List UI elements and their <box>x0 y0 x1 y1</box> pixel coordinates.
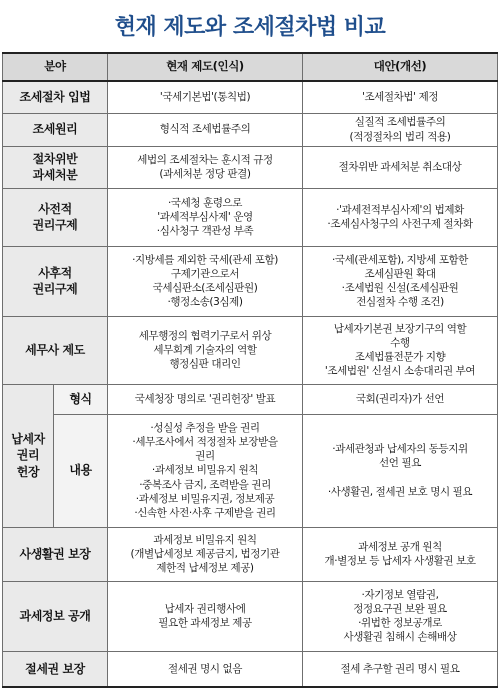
current-cell: 세법의 조세절차는 훈시적 규정 (과세처분 정당 판결) <box>108 146 303 188</box>
table-row <box>3 384 498 414</box>
alternative-cell: 절세 추구할 권리 명시 필요 <box>303 651 498 687</box>
table-row <box>3 81 498 113</box>
current-cell: 세무행정의 협력기구로서 위상 세무회계 기술자의 역할 행정심판 대리인 <box>108 316 303 384</box>
alternative-cell: ·자기정보 열람권, 정정요구권 보완 필요 ·위법한 정보공개로 사생활권 침해시 손해배상 <box>303 581 498 651</box>
alternative-cell: ·국세(관세포함), 지방세 포함한 조세심판원 확대 ·조세법원 신설(조세심판원 전심절차 수행 조건) <box>303 246 498 316</box>
row-field: 사생활권 보장 <box>3 527 108 581</box>
table-row <box>3 414 498 527</box>
current-cell: 과세정보 비밀유지 원칙 (개별납세정보 제공금지, 법정기관 제한적 납세정보 제공) <box>108 527 303 581</box>
table-row <box>3 146 498 188</box>
sub-field: 형식 <box>54 384 108 414</box>
current-cell: 국세청장 명의로 '권리헌장' 발표 <box>108 384 303 414</box>
header-field: 분야 <box>3 53 108 81</box>
row-field: 조세절차 입법 <box>3 81 108 113</box>
current-cell: ·지방세를 제외한 국세(관세 포함) 구제기관으로서 국세심판소(조세심판원) ·행정소송(3심제) <box>108 246 303 316</box>
current-cell: '국세기본법'(통칙법) <box>108 81 303 113</box>
alternative-cell: ·'과세전적부심사제'의 법제화 ·조세심사청구의 사전구제 절차화 <box>303 188 498 246</box>
alternative-cell: 절차위반 과세처분 취소대상 <box>303 146 498 188</box>
current-cell: ·국세청 훈령으로 '과세적부심사제' 운영 ·심사청구 객관성 부족 <box>108 188 303 246</box>
row-field: 절세권 보장 <box>3 651 108 687</box>
alternative-cell: 납세자기본권 보장기구의 역할 수행 조세법률전문가 지향 '조세법원' 신설시 소송대리권 부여 <box>303 316 498 384</box>
table-row <box>3 581 498 651</box>
current-cell: 절세권 명시 없음 <box>108 651 303 687</box>
sub-field: 내용 <box>54 414 108 527</box>
table-row <box>3 113 498 146</box>
current-cell: ·성실성 추정을 받을 권리 ·세무조사에서 적정절차 보장받을 권리 ·과세정보 비밀유지 원칙 ·중복조사 금지, 조력받을 권리 ·과세정보 비밀유지권, 정보제공 ·신속한 사전·사후 구제받을 권리 <box>108 414 303 527</box>
alternative-cell: 실질적 조세법률주의 (적정절차의 법리 적용) <box>303 113 498 146</box>
header-current: 현재 제도(인식) <box>108 53 303 81</box>
table-row <box>3 527 498 581</box>
comparison-table <box>2 52 498 688</box>
table-row <box>3 246 498 316</box>
header-row <box>3 53 498 81</box>
row-field: 과세정보 공개 <box>3 581 108 651</box>
table-row <box>3 316 498 384</box>
row-field: 세무사 제도 <box>3 316 108 384</box>
alternative-cell: 국회(권리자)가 선언 <box>303 384 498 414</box>
row-field: 사후적 권리구제 <box>3 246 108 316</box>
alternative-cell: '조세절차법' 제정 <box>303 81 498 113</box>
header-alternative: 대안(개선) <box>303 53 498 81</box>
group-field: 납세자 권리 헌장 <box>3 384 54 527</box>
row-field: 조세원리 <box>3 113 108 146</box>
current-cell: 형식적 조세법률주의 <box>108 113 303 146</box>
row-field: 절차위반 과세처분 <box>3 146 108 188</box>
current-cell: 납세자 권리행사에 필요한 과세정보 제공 <box>108 581 303 651</box>
table-row <box>3 651 498 687</box>
alternative-cell: ·과세관청과 납세자의 동등지위 선언 필요 ·사생활권, 절세권 보호 명시 필요 <box>303 414 498 527</box>
alternative-cell: 과세정보 공개 원칙 개·별정보 등 납세자 사생활권 보호 <box>303 527 498 581</box>
table-row <box>3 188 498 246</box>
page-title: 현재 제도와 조세절차법 비교 <box>114 15 386 40</box>
row-field: 사전적 권리구제 <box>3 188 108 246</box>
